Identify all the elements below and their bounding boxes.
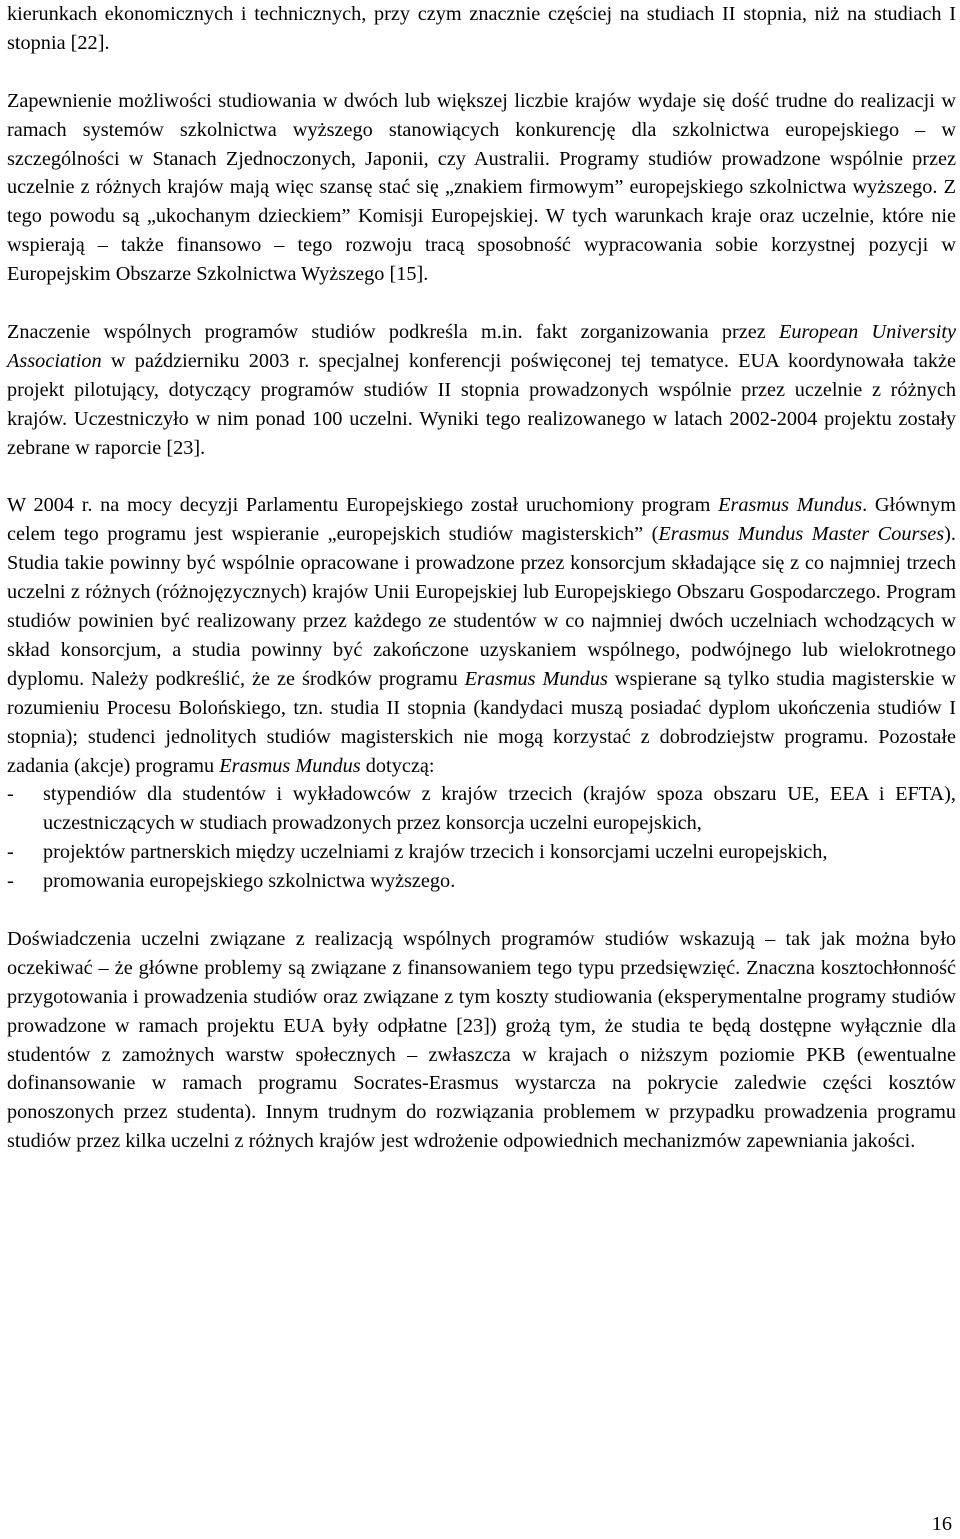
- paragraph-text: dotyczą:: [360, 754, 435, 777]
- list-item-text: stypendiów dla studentów i wykładowców z krajów trzecich (krajów spoza obszaru UE, EEA i EFTA), uczestniczących w studiach prowadzonych przez konsorcja uczelni europejskich,: [43, 783, 956, 835]
- paragraph-text: W 2004 r. na mocy decyzji Parlamentu Europejskiego został uruchomiony program: [7, 494, 719, 517]
- paragraph-text: wspierane są tylko studia magisterskie w rozumieniu Procesu Bolońskiego, tzn. studia II stopnia (kandydaci muszą posiadać dyplom ukończenia studiów I stopnia); studenci jednolitych studiów magisterskich nie mogą korzystać z dobrodziejstw programu. Pozostałe zadania (akcje) programu: [7, 667, 956, 777]
- document-page: [7, 0, 956, 1156]
- actions-list: [7, 780, 956, 896]
- program-name: Erasmus Mundus: [219, 754, 361, 777]
- list-item-text: projektów partnerskich między uczelniami z krajów trzecich i konsorcjami uczelni europejskich,: [43, 841, 828, 864]
- paragraph-text: ). Studia takie powinny być wspólnie opracowane i prowadzone przez konsorcjum składające się z co najmniej trzech uczelni z różnych (różnojęzycznych) krajów Unii Europejskiej lub Europejskiego Obszaru Gospodarczego. Program studiów powinien być realizowany przez każdego ze studentów w co najmniej dwóch uczelniach wchodzących w skład konsorcjum, a studia powinny być zakończone uzyskaniem wspólnego, podwójnego lub wielokrotnego dyplomu. Należy podkreślić, że ze środków programu: [7, 523, 956, 690]
- list-item: [7, 838, 956, 867]
- paragraph-experience: Doświadczenia uczelni związane z realizacją wspólnych programów studiów wskazują – tak jak można było oczekiwać – że główne problemy są związane z finansowaniem tego typu przedsięwzięć. Znaczna kosztochłonność przygotowania i prowadzenia studiów oraz związane z tym koszty studiowania (eksperymentalne programy studiów prowadzone w ramach projektu EUA były odpłatne [23]) grożą tym, że studia te będą dostępne wyłącznie dla studentów z zamożnych warstw społecznych – zwłaszcza w krajach o niższym poziomie PKB (ewentualne dofinansowanie w ramach programu Socrates-Erasmus wystarcza na pokrycie zaledwie części kosztów ponoszonych przez studenta). Innym trudnym do rozwiązania problemem w przypadku prowadzenia programu studiów przez kilka uczelni z różnych krajów jest wdrożenie odpowiednich mechanizmów zapewniania jakości.: [7, 927, 956, 1153]
- paragraph-text: Znaczenie wspólnych programów studiów podkreśla m.in. fakt zorganizowania przez: [7, 320, 780, 343]
- list-item-text: promowania europejskiego szkolnictwa wyższego.: [43, 870, 456, 893]
- program-name: Erasmus Mundus Master Courses: [658, 523, 945, 546]
- dash-bullet: -: [7, 870, 14, 893]
- program-name: Erasmus Mundus: [464, 667, 608, 690]
- dash-bullet: -: [7, 841, 14, 864]
- paragraph-text: w październiku 2003 r. specjalnej konferencji poświęconej tej tematyce. EUA koordynowała także projekt pilotujący, dotyczący programów studiów II stopnia prowadzonych wspólnie przez uczelnie z różnych krajów. Uczestniczyło w nim ponad 100 uczelni. Wyniki tego realizowanego w latach 2002-2004 projektu zostały zebrane w raporcie [23].: [7, 349, 956, 459]
- paragraph-text: . Głównym celem tego programu jest wspieranie „europejskich studiów magisterskich” (: [7, 494, 956, 546]
- paragraph-joint-study-competition: Zapewnienie możliwości studiowania w dwóch lub większej liczbie krajów wydaje się dość trudne do realizacji w ramach systemów szkolnictwa wyższego stanowiących konkurencję dla szkolnictwa europejskiego – w szczególności w Stanach Zjednoczonych, Japonii, czy Australii. Programy studiów prowadzone wspólnie przez uczelnie z różnych krajów mają więc szansę stać się „znakiem firmowym” europejskiego szkolnictwa wyższego. Z tego powodu są „ukochanym dzieckiem” Komisji Europejskiej. W tych warunkach kraje oraz uczelnie, które nie wspierają – także finansowo – tego rozwoju tracą sposobność wypracowania sobie korzystnej pozycji w Europejskim Obszarze Szkolnictwa Wyższego [15].: [7, 89, 956, 286]
- page-number: 16: [931, 1513, 952, 1535]
- program-name: Erasmus Mundus: [718, 494, 863, 517]
- list-item: [7, 867, 956, 896]
- list-item: [7, 780, 956, 838]
- paragraph-eua-conference: [7, 318, 956, 463]
- paragraph-erasmus-mundus: [7, 491, 956, 780]
- organization-name: European University Association: [7, 320, 956, 372]
- dash-bullet: -: [7, 783, 14, 806]
- paragraph-continuation: kierunkach ekonomicznych i technicznych, przy czym znacznie częściej na studiach II stopnia, niż na studiach I stopnia [22].: [7, 3, 956, 54]
